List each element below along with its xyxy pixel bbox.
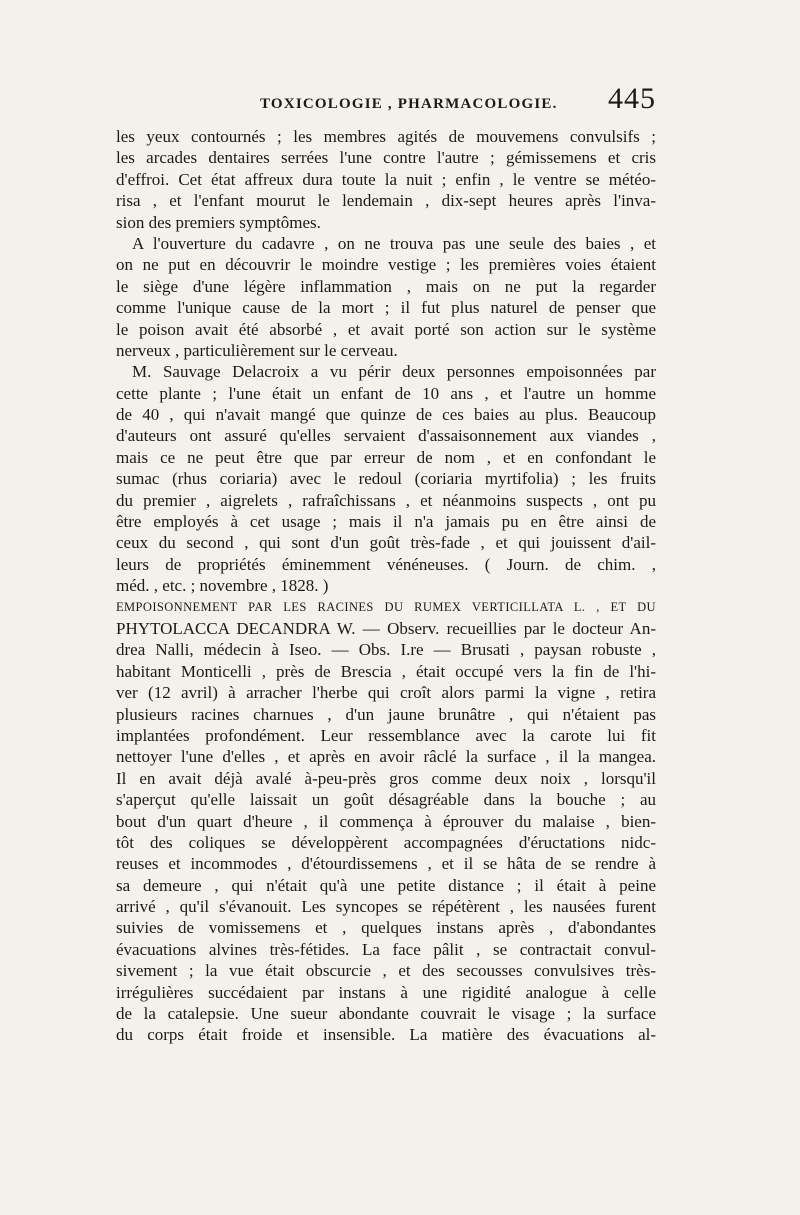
text-line: on ne put en découvrir le moindre vestige ; les premières voies étaient xyxy=(116,255,656,275)
section-heading-line: EMPOISONNEMENT PAR LES RACINES DU RUMEX VERTICILLATA L. , ET DU xyxy=(116,599,656,614)
text-line: cette plante ; l'une était un enfant de 10 ans , et l'autre un homme xyxy=(116,383,656,403)
text-line: du premier , aigrelets , rafraîchissans , et néanmoins suspects , ont pu xyxy=(116,490,656,510)
text-line: ceux du second , qui sont d'un goût très-fade , et qui jouissent d'ail- xyxy=(116,533,656,553)
text-line: sumac (rhus coriaria) avec le redoul (coriaria myrtifolia) ; les fruits xyxy=(116,469,656,489)
text-line: le poison avait été absorbé , et avait porté son action sur le système xyxy=(116,319,656,339)
text-line: plusieurs racines charnues , d'un jaune brunâtre , qui n'étaient pas xyxy=(116,704,656,724)
text-line: leurs de propriétés éminemment vénéneuses. ( Journ. de chim. , xyxy=(116,554,656,574)
text-line: irrégulières succédaient par instans à une rigidité analogue à celle xyxy=(116,982,656,1002)
page-number: 445 xyxy=(608,82,656,115)
body-text xyxy=(116,126,656,1046)
text-line: être employés à cet usage ; mais il n'a jamais pu en être ainsi de xyxy=(116,512,656,532)
text-line: nerveux , particulièrement sur le cerveau. xyxy=(116,340,398,360)
page-header xyxy=(120,82,660,126)
text-line: habitant Monticelli , près de Brescia , était occupé vers la fin de l'hi- xyxy=(116,661,656,681)
text-line: suivies de vomissemens et , quelques instans après , d'abondantes xyxy=(116,918,656,938)
text-line: PHYTOLACCA DECANDRA W. — Observ. recueillies par le docteur An- xyxy=(116,618,656,638)
text-line: le siège d'une légère inflammation , mais on ne put la regarder xyxy=(116,276,656,296)
text-line: méd. , etc. ; novembre , 1828. ) xyxy=(116,576,329,596)
text-line: bout d'un quart d'heure , il commença à éprouver du malaise , bien- xyxy=(116,811,656,831)
text-line: les arcades dentaires serrées l'une contre l'autre ; gémissemens et cris xyxy=(116,148,656,168)
text-line: mais ce ne peut être que par erreur de nom , et en confondant le xyxy=(116,447,656,467)
text-line: reuses et incommodes , d'étourdissemens , et il se hâta de se rendre à xyxy=(116,854,656,874)
text-line: drea Nalli, médecin à Iseo. — Obs. I.re — Brusati , paysan robuste , xyxy=(116,640,656,660)
text-line: les yeux contournés ; les membres agités de mouvemens convulsifs ; xyxy=(116,127,656,146)
text-line: A l'ouverture du cadavre , on ne trouva pas une seule des baies , et xyxy=(132,233,656,253)
text-line: ver (12 avril) à arracher l'herbe qui croît alors parmi la vigne , retira xyxy=(116,683,656,703)
text-line: tôt des coliques se développèrent accompagnées d'éructations nidc- xyxy=(116,832,656,852)
text-line: sivement ; la vue était obscurcie , et des secousses convulsives très- xyxy=(116,961,656,981)
running-title: TOXICOLOGIE , PHARMACOLOGIE. xyxy=(260,96,558,112)
text-line: comme l'unique cause de la mort ; il fut plus naturel de penser que xyxy=(116,298,656,318)
text-line: s'aperçut qu'elle laissait un goût désagréable dans la bouche ; au xyxy=(116,790,656,810)
text-line: sa demeure , qui n'était qu'à une petite distance ; il était à peine xyxy=(116,875,656,895)
text-line: évacuations alvines très-fétides. La face pâlit , se contractait convul- xyxy=(116,939,656,959)
text-line: sion des premiers symptômes. xyxy=(116,212,321,232)
text-line: du corps était froide et insensible. La matière des évacuations al- xyxy=(116,1025,656,1045)
text-line: Il en avait déjà avalé à-peu-près gros comme deux noix , lorsqu'il xyxy=(116,768,656,788)
text-line: arrivé , qu'il s'évanouit. Les syncopes se répétèrent , les nausées furent xyxy=(116,897,656,917)
text-line: nettoyer l'une d'elles , et après en avoir râclé la surface , il la mangea. xyxy=(116,747,656,767)
text-line: de la catalepsie. Une sueur abondante couvrait le visage ; la surface xyxy=(116,1004,656,1024)
text-line: M. Sauvage Delacroix a vu périr deux personnes empoisonnées par xyxy=(132,362,656,382)
text-line: de 40 , qui n'avait mangé que quinze de ces baies au plus. Beaucoup xyxy=(116,405,656,425)
text-line: risa , et l'enfant mourut le lendemain , dix-sept heures après l'inva- xyxy=(116,191,656,211)
text-line: implantées profondément. Leur ressemblance avec la carote lui fit xyxy=(116,725,656,745)
text-line: d'auteurs ont assuré qu'elles servaient d'assaisonnement aux viandes , xyxy=(116,426,656,446)
text-line: d'effroi. Cet état affreux dura toute la nuit ; enfin , le ventre se météo- xyxy=(116,169,656,189)
